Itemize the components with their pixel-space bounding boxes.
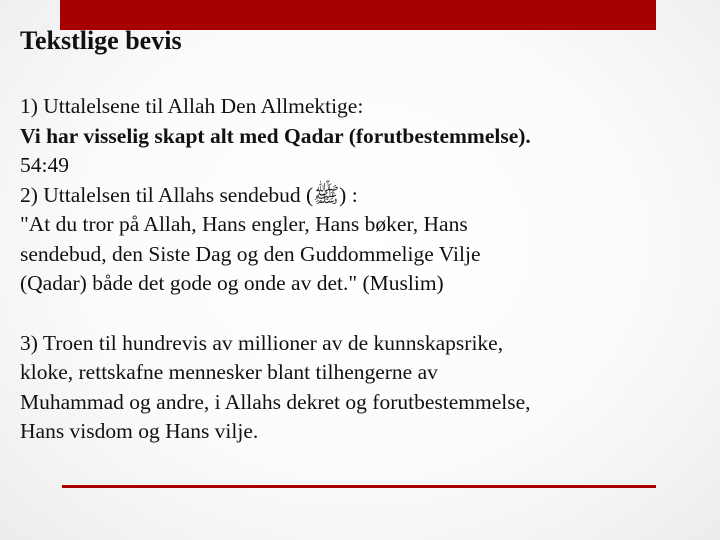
paragraph-gap bbox=[20, 299, 710, 329]
quran-reference: 54:49 bbox=[20, 153, 69, 177]
slide-title: Tekstlige bevis bbox=[20, 26, 182, 55]
consensus-line-1: 3) Troen til hundrevis av millioner av de kunnskapsrike, bbox=[20, 330, 504, 355]
consensus-line-4: Hans visdom og Hans vilje. bbox=[20, 419, 259, 443]
hadith-quote-line-3: (Qadar) både det gode og onde av det." (Muslim) bbox=[20, 271, 444, 295]
consensus-line-2: kloke, rettskafne mennesker blant tilhengerne av bbox=[20, 360, 438, 384]
slide-body bbox=[20, 92, 710, 447]
hadith-intro: 2) Uttalelsen til Allahs sendebud (ﷺ) : bbox=[20, 182, 358, 207]
hadith-quote-line-2: sendebud, den Siste Dag og den Guddommelige Vilje bbox=[20, 241, 481, 266]
consensus-line-3: Muhammad og andre, i Allahs dekret og forutbestemmelse, bbox=[20, 389, 531, 414]
bottom-accent-line bbox=[62, 485, 656, 488]
quran-quote-intro: 1) Uttalelsene til Allah Den Allmektige: bbox=[20, 94, 364, 118]
quran-quote: Vi har visselig skapt alt med Qadar (forutbestemmelse). bbox=[20, 123, 531, 148]
hadith-quote-line-1: "At du tror på Allah, Hans engler, Hans bøker, Hans bbox=[20, 212, 468, 236]
